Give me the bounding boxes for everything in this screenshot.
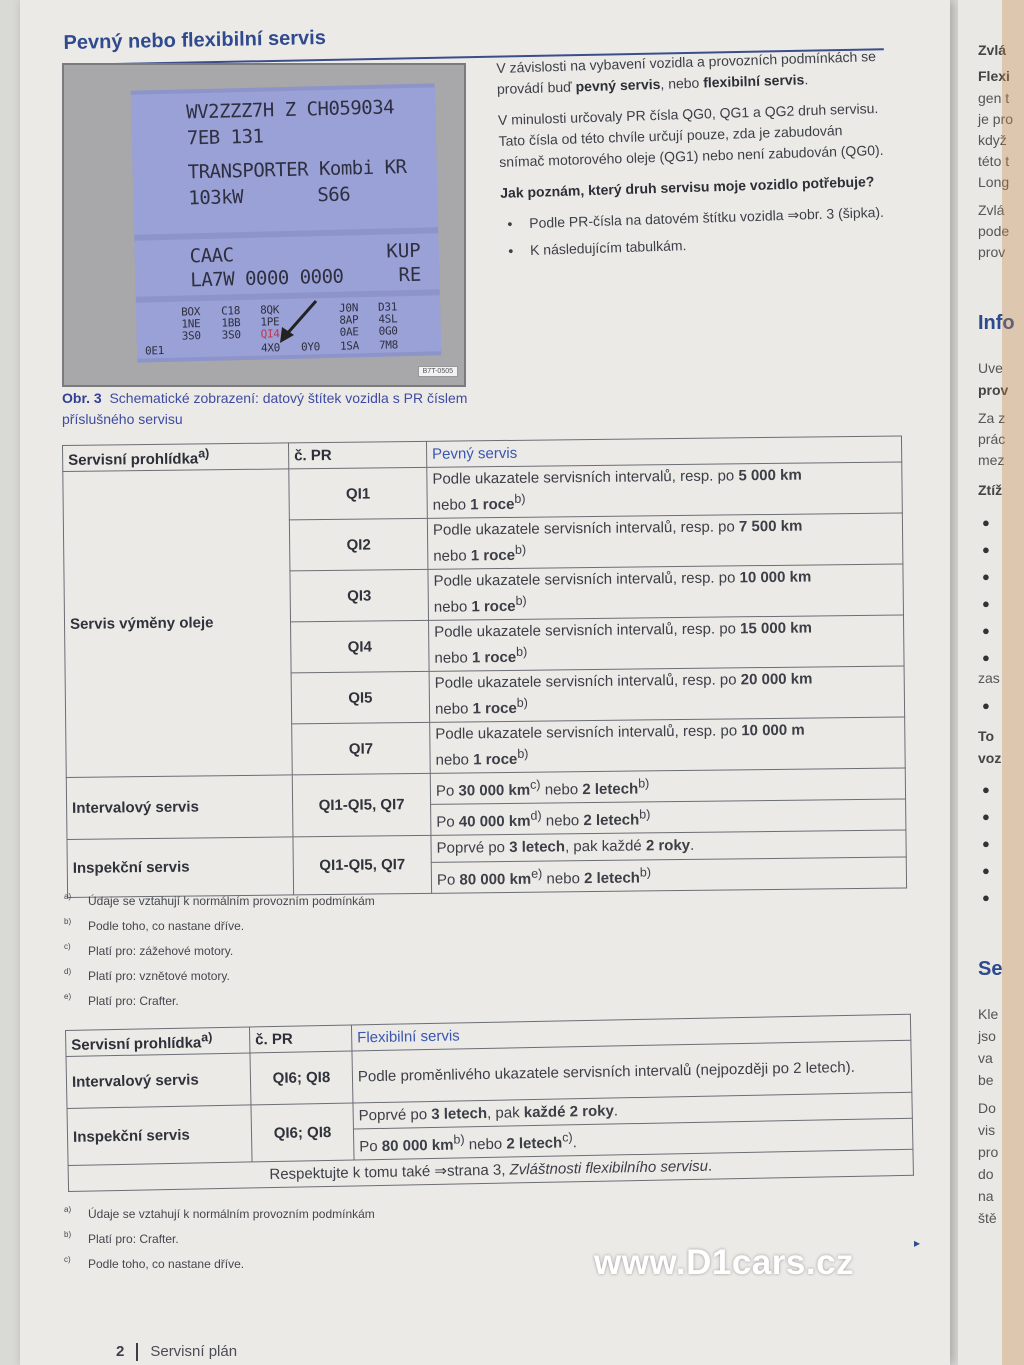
- page-edge: [1002, 0, 1024, 1365]
- service-description: [427, 462, 903, 518]
- right-page-fragment: voz: [978, 750, 1002, 766]
- text-run-bold: 1 roce: [470, 546, 516, 565]
- footnote-key: d): [64, 967, 72, 976]
- right-page-fragment: gen t: [978, 90, 1010, 106]
- service-description: [429, 615, 905, 671]
- footnote-ref: b): [638, 776, 650, 791]
- bullet-icon: ●: [982, 542, 990, 557]
- bullet-icon: ●: [982, 890, 990, 905]
- right-page-fragment: jso: [978, 1028, 996, 1044]
- pr-number: QI1-QI5, QI7: [292, 773, 431, 837]
- pr-number: QI6; QI8: [250, 1051, 353, 1105]
- page-title: Pevný nebo flexibilní servis: [63, 26, 327, 54]
- pr-number: QI1-QI5, QI7: [293, 835, 432, 895]
- text-run: nebo: [434, 700, 473, 718]
- footnote-key: a): [64, 892, 72, 901]
- text-run-bold: 2 letech: [506, 1134, 563, 1153]
- text-run: .: [804, 71, 809, 88]
- text-run-bold: 5 000 km: [738, 466, 802, 485]
- service-description: Podle proměnlivého ukazatele servisních intervalů (nejpozději po 2 letech).: [352, 1040, 912, 1103]
- text-run-bold: 2 letech: [582, 780, 639, 799]
- footnote-text: Údaje se vztahují k normálním provozním podmínkám: [88, 894, 375, 908]
- question-heading: Jak poznám, který druh servisu moje vozidlo potřebuje?: [499, 173, 875, 201]
- right-page-fragment: Long: [978, 174, 1010, 190]
- pr-code: 4X0: [260, 341, 281, 355]
- service-description: [430, 717, 906, 773]
- text-run-bold: 2 letech: [583, 811, 640, 830]
- column-header: [66, 1027, 250, 1057]
- footnote-ref: a): [201, 1030, 213, 1045]
- screen-line: LA7W 0000 0000: [190, 265, 344, 292]
- right-page-fragment: prov: [978, 382, 1009, 398]
- text-run: .: [707, 1157, 713, 1175]
- cross-reference-link[interactable]: Zvláštnosti flexibilního servisu: [509, 1157, 709, 1178]
- screen-line: 7EB 131: [186, 125, 264, 150]
- text-run-bold: každé: [523, 1102, 566, 1121]
- text-run: .: [613, 1101, 619, 1119]
- text-run: Podle ukazatele servisních intervalů, resp. po: [434, 671, 741, 692]
- group-label: Intervalový servis: [66, 1053, 251, 1109]
- text-run: nebo: [435, 751, 474, 769]
- footnote-ref: b): [453, 1132, 465, 1147]
- footnote-key: b): [64, 1230, 72, 1239]
- pr-code: D31: [377, 300, 398, 314]
- footnote-text: Platí pro: Crafter.: [88, 994, 179, 1008]
- pr-code: 8QK: [259, 303, 280, 317]
- right-page-fragment: Ztíž: [978, 482, 1003, 498]
- pointer-arrow-icon: [274, 297, 324, 347]
- pr-code: BOX: [180, 305, 201, 319]
- footnote-ref: b): [514, 491, 526, 506]
- text-run-bold: 3 letech: [431, 1104, 488, 1123]
- pr-number: QI1: [289, 467, 428, 520]
- footnote-text: Podle toho, co nastane dříve.: [88, 1257, 245, 1271]
- pr-code: 3S0: [221, 328, 241, 342]
- group-label: Servis výměny oleje: [63, 469, 292, 778]
- right-page-fragment: Kle: [978, 1006, 999, 1022]
- right-page-fragment: této t: [978, 153, 1010, 169]
- right-page-fragment: do: [978, 1166, 994, 1182]
- pr-code: 1BB: [221, 316, 241, 330]
- right-page-fragment: va: [978, 1050, 993, 1066]
- text-run: Po: [359, 1137, 382, 1156]
- bullet-icon: ●: [982, 650, 990, 665]
- footnote-key: b): [64, 917, 72, 926]
- footnote-ref: a): [198, 446, 210, 461]
- footnote-key: a): [64, 1205, 72, 1214]
- text-run: Podle ukazatele servisních intervalů, resp. po: [435, 722, 742, 743]
- text-run: Respektujte k tomu také ⇒strana 3,: [269, 1160, 510, 1183]
- text-run: Po: [436, 871, 460, 889]
- footer-divider: [136, 1343, 138, 1361]
- pr-code: 0G0: [378, 324, 398, 338]
- footnote-ref: d): [530, 808, 542, 823]
- right-page-fragment: Zvlá: [978, 42, 1007, 58]
- right-page-fragment: na: [978, 1188, 994, 1204]
- history-paragraph: V minulosti určovaly PR čísla QG0, QG1 a QG2 druh servisu. Tato čísla od této chvíle určují pouze, zda je zabudován snímač motorového oleje (QG1) nebo není zabudován (QG0).: [497, 100, 884, 170]
- watermark: www.D1cars.cz: [594, 1243, 855, 1282]
- footnote-text: Platí pro: zážehové motory.: [88, 944, 234, 958]
- screen-line: TRANSPORTER Kombi KR: [187, 156, 407, 184]
- right-page-fragment: vis: [978, 1122, 996, 1138]
- column-header: [63, 443, 289, 472]
- footnote-text: Údaje se vztahují k normálním provozním podmínkám: [88, 1207, 375, 1221]
- text-run: nebo: [542, 870, 585, 888]
- column-header: č. PR: [288, 441, 426, 469]
- bullet-icon: ●: [982, 836, 990, 851]
- text-run: nebo: [433, 547, 471, 565]
- text-run: , nebo: [660, 74, 704, 92]
- text-run: Podle ukazatele servisních intervalů, resp. po: [434, 620, 741, 641]
- bullet-icon: ●: [982, 698, 990, 713]
- right-page-fragment: Do: [978, 1100, 996, 1116]
- pr-code: 0E1: [144, 344, 165, 358]
- footnote-ref: b): [516, 644, 528, 659]
- text-run-bold: 2 roky: [569, 1101, 614, 1120]
- text-run-bold: 1 roce: [471, 597, 516, 616]
- bullet-item: ● Podle PR-čísla na datovém štítku vozidla ⇒obr. 3 (šipka).: [501, 202, 893, 235]
- header-text: Servisní prohlídka: [68, 450, 199, 469]
- text-run: Po: [436, 813, 459, 831]
- figure-vehicle-data-label: [62, 63, 466, 387]
- text-run: Podle ukazatele servisních intervalů, resp. po: [432, 518, 740, 539]
- footnote-ref: b): [517, 746, 529, 761]
- pr-code-highlighted: QI4: [260, 327, 280, 341]
- footnote-key: e): [64, 992, 72, 1001]
- bullet-icon: ●: [982, 809, 990, 824]
- page-number: 2: [116, 1343, 125, 1360]
- right-page-fragment: když: [978, 132, 1007, 148]
- right-page-fragment: mez: [978, 452, 1005, 468]
- group-label: Inspekční servis: [67, 837, 294, 898]
- pr-code: 3S0: [181, 329, 201, 343]
- text-run: , pak každé: [564, 837, 646, 856]
- flexible-service-table: [65, 1014, 914, 1192]
- group-label: Inspekční servis: [67, 1105, 252, 1166]
- caption-number: Obr. 3: [62, 390, 102, 406]
- footnote-text: Platí pro: Crafter.: [88, 1232, 179, 1246]
- text-run: nebo: [432, 496, 471, 514]
- service-description: [429, 666, 905, 722]
- footnote-ref: e): [531, 866, 543, 881]
- footnote-ref: b): [514, 542, 527, 557]
- bullet-icon: ●: [982, 623, 990, 638]
- pr-code: 1NE: [181, 317, 201, 331]
- text-run-bold: 2 roky: [645, 836, 691, 855]
- fixed-service-table: [62, 435, 907, 898]
- right-page-fragment: Uve: [978, 360, 1003, 376]
- bullet-icon: ●: [982, 782, 990, 797]
- right-page-fragment: pode: [978, 223, 1010, 239]
- right-page-fragment: pro: [978, 1144, 999, 1160]
- text-run: Po: [435, 782, 459, 800]
- column-header: Pevný servis: [426, 436, 901, 467]
- pr-number: QI5: [291, 671, 430, 724]
- footnote-key: c): [64, 1255, 71, 1264]
- right-page-heading: Se: [978, 958, 1003, 980]
- right-page-fragment: Za z: [978, 410, 1006, 426]
- text-run: nebo: [464, 1135, 507, 1154]
- pr-code: 7M8: [378, 338, 399, 352]
- bullet-icon: ●: [982, 569, 990, 584]
- footnote-ref: c): [561, 1130, 573, 1145]
- text-run-bold: 80 000 km: [381, 1136, 454, 1155]
- text-run-bold: 1 roce: [471, 648, 517, 667]
- service-description: [427, 513, 903, 569]
- bullet-item: ● K následujícím tabulkám.: [502, 229, 894, 262]
- page-footer: [116, 1343, 237, 1361]
- text-run: Poprvé po: [358, 1105, 432, 1124]
- caption-text: Schematické zobrazení: datový štítek vozidla s PR číslem příslušného servisu: [62, 390, 468, 427]
- pr-code: 4SL: [378, 312, 398, 326]
- pr-number: QI7: [292, 722, 431, 775]
- text-run-bold: 40 000 km: [458, 812, 531, 831]
- footnote-text: Platí pro: vznětové motory.: [88, 969, 230, 983]
- right-page-fragment: be: [978, 1072, 994, 1088]
- text-run-bold: 30 000 km: [458, 781, 531, 800]
- right-page-fragment: ště: [978, 1210, 997, 1226]
- text-run: .: [690, 836, 695, 854]
- pr-code: 1SA: [339, 339, 360, 353]
- pr-number: QI2: [289, 518, 428, 571]
- text-run-bold: 3 letech: [509, 838, 566, 856]
- group-label: Intervalový servis: [66, 775, 293, 840]
- column-header: č. PR: [249, 1025, 351, 1053]
- footnote-ref: c): [530, 777, 541, 792]
- screen-line: S66: [317, 183, 351, 207]
- footnote-ref: b): [516, 695, 528, 710]
- text-run-bold: pevný servis: [575, 75, 661, 95]
- service-description: [431, 857, 906, 893]
- text-run: , pak: [486, 1103, 524, 1122]
- header-text: Servisní prohlídka: [71, 1034, 202, 1054]
- pr-code: 0AE: [339, 325, 359, 339]
- text-run: nebo: [434, 649, 473, 667]
- right-page-fragment: Zvlá: [978, 202, 1005, 218]
- pr-number: QI3: [290, 569, 429, 622]
- pr-code: 1PE: [260, 315, 280, 329]
- text-run-bold: 20 000 km: [740, 670, 813, 689]
- footnote-ref: b): [515, 593, 527, 608]
- pr-number: QI4: [291, 620, 430, 673]
- text-run-bold: 15 000 km: [740, 619, 812, 638]
- text-run-bold: 10 000 m: [741, 721, 805, 740]
- footnote-key: c): [64, 942, 71, 951]
- right-page-fragment: To: [978, 728, 995, 744]
- right-page-fragment: prác: [978, 431, 1006, 447]
- screen-line: RE: [398, 263, 422, 287]
- right-page-fragment: Flexi: [978, 68, 1010, 84]
- bullet-icon: ●: [982, 863, 990, 878]
- bullet-icon: ●: [982, 596, 990, 611]
- text-run-bold: 10 000 km: [739, 568, 812, 587]
- text-run: V závislosti na vybavení vozidla a provozních podmínkách se provádí buď: [496, 48, 877, 97]
- text-run: nebo: [540, 781, 583, 799]
- text-run-bold: 7 500 km: [738, 517, 803, 536]
- bullet-icon: ●: [982, 515, 990, 530]
- figure-caption: [62, 388, 472, 430]
- footnote-ref: b): [639, 807, 651, 822]
- pr-code: 8AP: [339, 313, 359, 327]
- text-run: nebo: [541, 812, 584, 830]
- text-run: .: [572, 1134, 577, 1152]
- pr-number: QI6; QI8: [251, 1103, 354, 1162]
- right-page-fragment: je pro: [978, 111, 1014, 127]
- footnote-ref: b): [639, 865, 652, 880]
- text-run: Podle ukazatele servisních intervalů, resp. po: [432, 467, 739, 488]
- pr-code: J0N: [338, 301, 359, 315]
- screen-line: WV2ZZZ7H Z CH059034: [185, 96, 395, 124]
- footnote-text: Podle toho, co nastane dříve.: [88, 919, 245, 933]
- screen-line: KUP: [386, 239, 421, 263]
- right-page-heading: Info: [978, 312, 1015, 334]
- intro-text-column: [496, 46, 894, 262]
- text-run-bold: flexibilní servis: [702, 71, 805, 91]
- right-page-fragment: zas: [978, 670, 1000, 686]
- text-run-bold: 1 roce: [470, 495, 515, 514]
- text-run-bold: 80 000 km: [459, 870, 532, 889]
- pr-code: 0Y0: [300, 340, 321, 354]
- text-run: Podle ukazatele servisních intervalů, resp. po: [433, 569, 740, 590]
- figure-code: B7T-0505: [418, 366, 458, 377]
- text-run: nebo: [433, 598, 472, 616]
- text-run: Poprvé po: [436, 838, 510, 857]
- right-page-fragment: prov: [978, 244, 1006, 260]
- continue-arrow-icon: ▸: [914, 1236, 921, 1250]
- text-run-bold: 2 letech: [583, 869, 641, 888]
- screen-line: 103kW: [188, 186, 244, 210]
- section-name: Servisní plán: [150, 1343, 238, 1360]
- pr-code: C18: [220, 304, 241, 318]
- column-header: Flexibilní servis: [351, 1014, 910, 1051]
- screen-line: CAAC: [189, 244, 234, 268]
- text-run-bold: 1 roce: [472, 699, 517, 718]
- text-run-bold: 1 roce: [473, 750, 518, 769]
- service-description: [428, 564, 904, 620]
